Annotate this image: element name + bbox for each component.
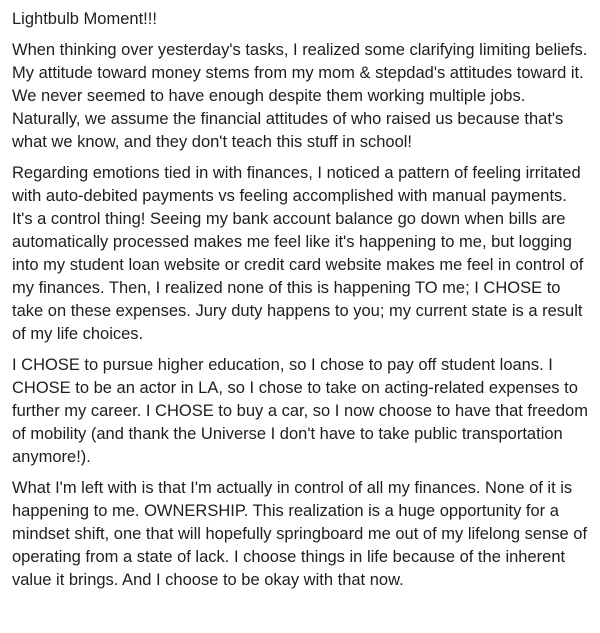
post-paragraph-4: What I'm left with is that I'm actually in control of all my finances. None of it is happening to me. OWNERSHIP. This realization is a huge opportunity for a mindset shift, one that will hopefully springboard me out of my lifelong sense of operating from a state of lack. I choose things in life because of the inherent value it brings. And I choose to be okay with that now.	[12, 479, 588, 589]
post-paragraph-2: Regarding emotions tied in with finances, I noticed a pattern of feeling irritated with auto-debited payments vs feeling accomplished with manual payments. It's a control thing! Seeing my bank account balance go down when bills are automatically processed makes me feel like it's happening to me, but logging into my student loan website or credit card website makes me feel in control of my finances. Then, I realized none of this is happening TO me; I CHOSE to take on these expenses. Jury duty happens to you; my current state is a result of my life choices.	[12, 164, 584, 343]
post-paragraph-1: When thinking over yesterday's tasks, I realized some clarifying limiting beliefs. My attitude toward money stems from my mom & stepdad's attitudes toward it. We never seemed to have enough despite them working multiple jobs. Naturally, we assume the financial attitudes of who raised us because that's what we know, and they don't teach this stuff in school!	[12, 41, 588, 151]
post-title: Lightbulb Moment!!!	[12, 10, 157, 28]
post-paragraph-3: I CHOSE to pursue higher education, so I chose to pay off student loans. I CHOSE to be an actor in LA, so I chose to take on acting-related expenses to further my career. I CHOSE to buy a car, so I now choose to have that freedom of mobility (and thank the Universe I don't have to take public transportation anymore!).	[12, 356, 588, 466]
